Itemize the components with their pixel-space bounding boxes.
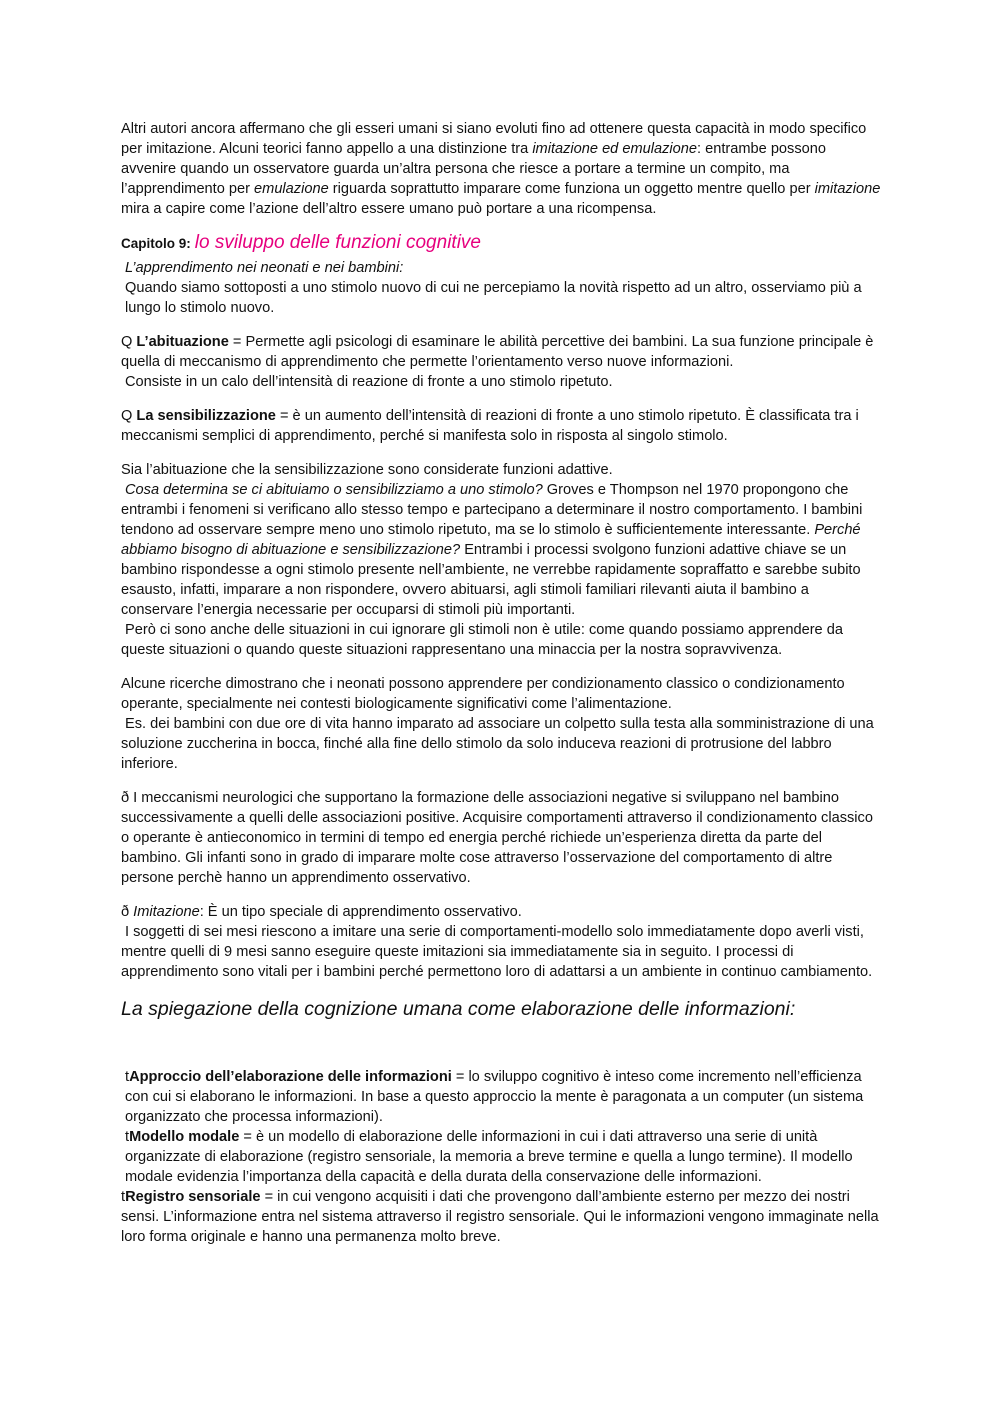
chapter-title: lo sviluppo delle funzioni cognitive xyxy=(194,232,481,253)
paragraph-imitation: Altri autori ancora affermano che gli esseri umani si siano evoluti fino ad ottenere questa capacità in modo specifico per imitazione. Alcuni teorici fanno appello a una distinzione tra imitazione ed emulazione: entrambe possono avvenire quando un osservatore guarda un’altra persona che riesce a portare a termine un compito, ma l’apprendimento per emulazione riguarda soprattutto imparare come funziona un oggetto mentre quello per imitazione mira a capire come l’azione dell’altro essere umano può portare a una ricompensa. xyxy=(121,121,881,217)
paragraph-habituation: Q L’abituazione = Permette agli psicologi di esaminare le abilità percettive dei bambini. La sua funzione principale è quella di meccanismo di apprendimento che permette l’orientamento verso nuove informazioni. Consiste in un calo dell’intensità di reazione di fronte a uno stimolo ripetuto. xyxy=(121,334,874,390)
list-item: tApproccio dell’elaborazione delle informazioni = lo sviluppo cognitivo è inteso come incremento nell’efficienza con cui si elaborano le informazioni. In base a questo approccio la mente è paragonata a un computer (un sistema organizzato che processa informazioni). xyxy=(125,1069,864,1125)
chapter-label: Capitolo 9: xyxy=(121,236,191,251)
paragraph-novelty: Quando siamo sottoposti a uno stimolo nuovo di cui ne percepiamo la novità rispetto ad un altro, osserviamo più a lungo lo stimolo nuovo. xyxy=(125,280,862,316)
definition-list xyxy=(121,1067,882,1247)
subheading-learning: L’apprendimento nei neonati e nei bambini: xyxy=(125,260,404,276)
section-heading-information-processing: La spiegazione della cognizione umana come elaborazione delle informazioni: xyxy=(121,998,796,1020)
paragraph-conditioning: Alcune ricerche dimostrano che i neonati possono apprendere per condizionamento classico o condizionamento operante, specialmente nei contesti biologicamente significativi come l’alimentazione. Es. dei bambini con due ore di vita hanno imparato ad associare un colpetto sulla testa alla somministrazione di una soluzione zuccherina in bocca, finché alla fine dello stimolo da solo induceva reazioni di protrusione del labbro inferiore. xyxy=(121,676,874,772)
chapter-heading xyxy=(121,233,882,254)
paragraph-sensitization: Q La sensibilizzazione = è un aumento dell’intensità di reazioni di fronte a uno stimolo ripetuto. È classificata tra i meccanismi semplici di apprendimento, perché si manifesta solo in risposta al singolo stimolo. xyxy=(121,408,859,444)
list-item: tRegistro sensoriale = in cui vengono acquisiti i dati che provengono dall’ambiente esterno per mezzo dei nostri sensi. L’informazione entra nel sistema attraverso il registro sensoriale. Qui le informazioni vengono immaginate nella loro forma originale e hanno una permanenza molto breve. xyxy=(121,1189,879,1245)
paragraph-neurological: ð I meccanismi neurologici che supportano la formazione delle associazioni negative si sviluppano nel bambino successivamente a quelli delle associazioni positive. Acquisire comportamenti attraverso il condizionamento classico o operante è antieconomico in termini di tempo ed energia perché richiede un’esperienza diretta da parte del bambino. Gli infanti sono in grado di imparare molte cose attraverso l’osservazione del comportamento di altre persone perchè hanno un apprendimento osservativo. xyxy=(121,790,873,886)
paragraph-adaptive-functions: Sia l’abituazione che la sensibilizzazione sono considerate funzioni adattive. Cosa determina se ci abituiamo o sensibilizziamo a uno stimolo? Groves e Thompson nel 1970 propongono che entrambi i fenomeni si verificano allo stesso tempo e partecipano a determinare il nostro comportamento. I bambini tendono ad osservare sempre meno uno stimolo ripetuto, ma se lo stimolo è sufficientemente interessante. Perché abbiamo bisogno di abituazione e sensibilizzazione? Entrambi i processi svolgono funzioni adattive chiave se un bambino rispondesse a ogni stimolo presente nell’ambiente, ne verrebbe rapidamente sopraffatto e sarebbe subito esausto, infatti, imparare a non rispondere, ovvero abituarsi, agli stimoli familiari rilevanti aiuta il bambino a conservare l’energia necessarie per occuparsi di stimoli più importanti. Però ci sono anche delle situazioni in cui ignorare gli stimoli non è utile: come quando possiamo apprendere da queste situazioni o quando queste situazioni rappresentano una minaccia per la nostra sopravvivenza. xyxy=(121,462,863,658)
list-item: tModello modale = è un modello di elaborazione delle informazioni in cui i dati attraverso una serie di unità organizzate di elaborazione (registro sensoriale, la memoria a breve termine e quella a lungo termine). Il modello modale evidenzia l’importanza della capacità e della durata della conservazione delle informazioni. xyxy=(125,1129,853,1185)
paragraph-imitazione: ð Imitazione: È un tipo speciale di apprendimento osservativo. I soggetti di sei mesi riescono a imitare una serie di comportamenti-modello solo immediatamente dopo averli visti, mentre quelli di 9 mesi sanno eseguire queste imitazioni sia immediatamente sia in seguito. I processi di apprendimento sono vitali per i bambini perché permettono loro di adattarsi a un ambiente in continuo cambiamento. xyxy=(121,904,873,980)
